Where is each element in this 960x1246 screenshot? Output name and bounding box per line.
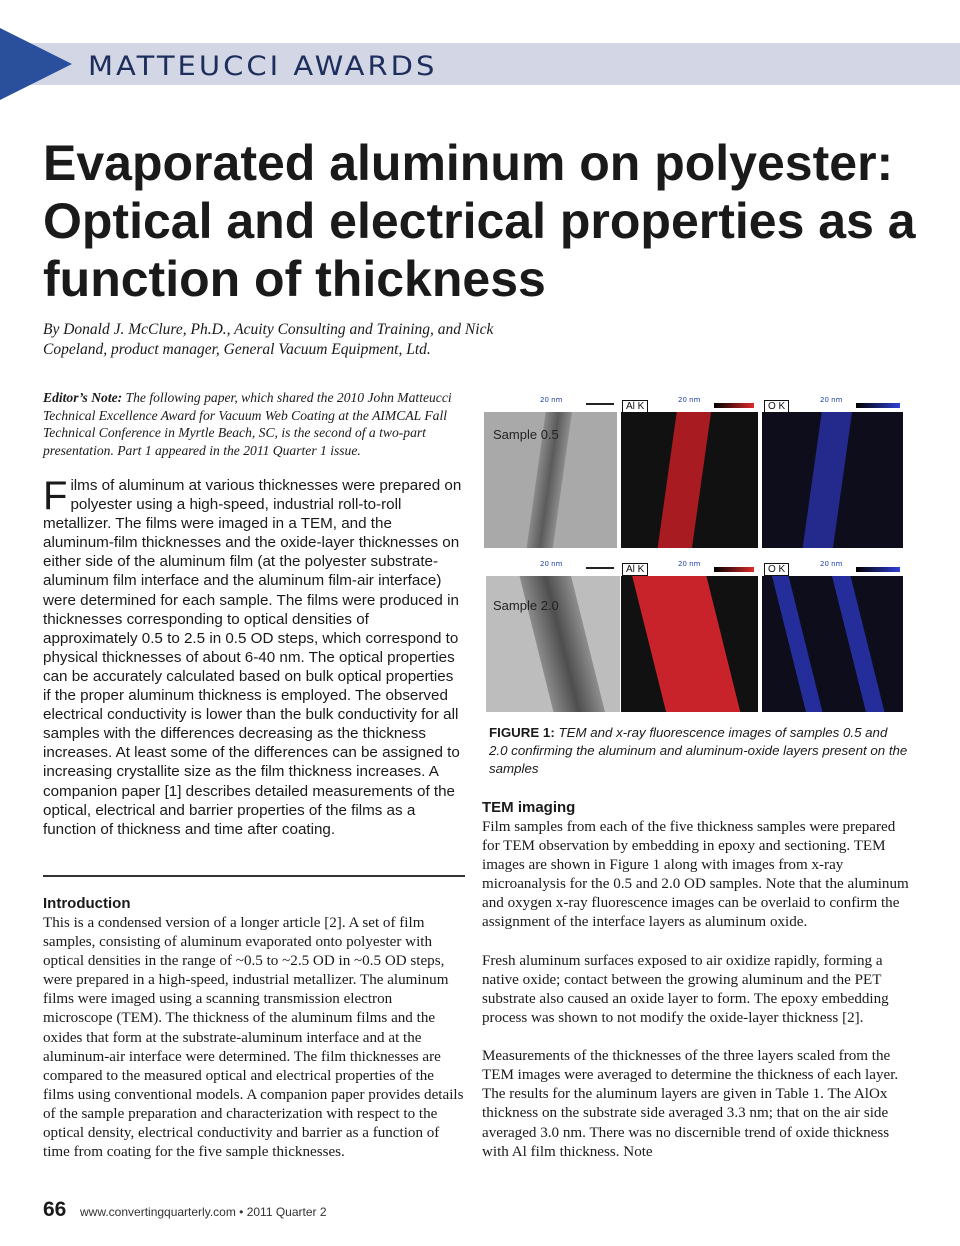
section-divider (43, 875, 465, 877)
al-color-scale (714, 403, 754, 408)
o-layer-strip (801, 412, 854, 548)
tem-imaging-body (482, 818, 912, 1181)
section-label: MATTEUCCI AWARDS (88, 50, 438, 82)
abstract (43, 476, 463, 839)
xrf-al-image-sample-0-5 (621, 412, 758, 548)
o-color-scale (856, 567, 900, 572)
tem-film-strip (518, 576, 608, 712)
introduction-heading: Introduction (43, 895, 131, 912)
al-layer-strip (656, 412, 713, 548)
publication-info: www.convertingquarterly.com • 2011 Quarter 2 (80, 1205, 327, 1219)
scale-bar (586, 567, 614, 569)
xrf-o-image-sample-0-5 (762, 412, 903, 548)
editor-note-lead: Editor’s Note: (43, 390, 123, 405)
sample-label: Sample 0.5 (493, 427, 559, 442)
scale-bar-label: 20 nm (540, 396, 563, 404)
editor-note-text: The following paper, which shared the 2010 John Matteucci Technical Excellence Award for Vacuum Web Coating at the AIMCAL Fall Technical Conference in Myrtle Beach, SC, is the second of a two-part presentation. Part 1 appeared in the 2011 Quarter 1 issue. (43, 390, 452, 458)
paragraph: Film samples from each of the five thickness samples were prepared for TEM observation by embedding in epoxy and sectioning. TEM images are shown in Figure 1 along with images from x-ray microanalysis for the 0.5 and 2.0 OD samples. Note that the aluminum and oxygen x-ray fluorescence images can be overlaid to confirm the assignment of the interface layers as aluminum oxide. (482, 819, 909, 931)
paragraph: Fresh aluminum surfaces exposed to air oxidize rapidly, forming a native oxide; contact between the growing aluminum and the PET substrate also caused an oxide layer to form. The epoxy embedding process was shown to not modify the oxide-layer thickness [2]. (482, 952, 889, 1026)
scale-bar-label: 20 nm (820, 560, 843, 568)
sample-label: Sample 2.0 (493, 598, 559, 613)
element-tag-o: O K (764, 563, 789, 576)
article-title: Evaporated aluminum on polyester: Optical and electrical properties as a function of thickness (43, 135, 916, 307)
al-layer-strip (632, 576, 743, 712)
scale-bar-label: 20 nm (678, 560, 701, 568)
tem-image-sample-2-0 (486, 576, 620, 712)
byline: By Donald J. McClure, Ph.D., Acuity Consulting and Training, and Nick Copeland, product manager, General Vacuum Equipment, Ltd. (43, 321, 494, 358)
abstract-text: ilms of aluminum at various thicknesses were prepared on polyester using a high-speed, industrial roll-to-roll metallizer. The films were imaged in a TEM, and the aluminum-film thicknesses and the oxide-layer thicknesses on either side of the aluminum film (at the polyester substrate-aluminum film interface and the aluminum film-air interface) were determined for each sample. The films were produced in thicknesses corresponding to optical densities of approximately 0.5 to 2.5 in 0.5 OD steps, which correspond to physical thicknesses of about 6-40 nm. The optical properties can be accurately calculated based on bulk optical properties if the proper aluminum thickness is employed. The observed electrical conductivity is lower than the bulk conductivity for all samples with the differences decreasing as the thickness increases. At least some of the differences can be assigned to increasing crystallite size as the film thickness increases. A companion paper [1] describes detailed measurements of the optical, electrical and barrier properties of the films as a function of thickness and time after coating. (43, 477, 462, 838)
figure-caption (489, 724, 909, 778)
scale-bar (586, 403, 614, 405)
al-color-scale (714, 567, 754, 572)
o-layer-strip (830, 576, 889, 712)
scale-bar-label: 20 nm (820, 396, 843, 404)
paragraph: Measurements of the thicknesses of the three layers scaled from the TEM images were averaged to determine the thickness of each layer. The results for the aluminum layers are given in Table 1. The AlOx thickness on the substrate side averaged 3.3 nm; that on the air side averaged 3.0 nm. There was no discernible trend of oxide thickness with Al film thickness. Note (482, 1048, 899, 1160)
caption-lead: FIGURE 1: (489, 725, 555, 740)
caption-text: TEM and x-ray fluorescence images of samples 0.5 and 2.0 confirming the aluminum and aluminum-oxide layers present on the samples (489, 725, 908, 776)
editor-note (43, 389, 463, 459)
figure-1 (484, 396, 928, 716)
o-layer-strip (770, 576, 827, 712)
page-number: 66 (43, 1198, 67, 1221)
o-color-scale (856, 403, 900, 408)
scale-bar-label: 20 nm (678, 396, 701, 404)
xrf-al-image-sample-2-0 (621, 576, 758, 712)
element-tag-al: Al K (622, 400, 648, 413)
tem-imaging-heading: TEM imaging (482, 799, 576, 816)
banner-arrow-icon (0, 28, 72, 100)
element-tag-al: Al K (622, 563, 648, 576)
drop-cap: F (43, 474, 68, 518)
tem-image-sample-0-5 (484, 412, 617, 548)
page-footer (43, 1198, 327, 1222)
scale-bar-label: 20 nm (540, 560, 563, 568)
xrf-o-image-sample-2-0 (762, 576, 903, 712)
element-tag-o: O K (764, 400, 789, 413)
introduction-body: This is a condensed version of a longer article [2]. A set of film samples, consisting of aluminum evaporated onto polyester with optical densities in the range of ~0.5 to ~2.5 OD in ~0.5 OD steps, were prepared in a high-speed, industrial metallizer. The aluminum films were imaged using a scanning transmission electron microscope (TEM). The thickness of the aluminum films and the oxides that form at the substrate-aluminum interface and at the aluminum-air interface were determined. The film thicknesses are compared to the measured optical and electrical properties of the films using conventional models. A companion paper provides details of the sample preparation and characterization with respect to the optical density, electrical conductivity and barrier as a function of time from coating for the five sample thicknesses. (43, 915, 464, 1161)
